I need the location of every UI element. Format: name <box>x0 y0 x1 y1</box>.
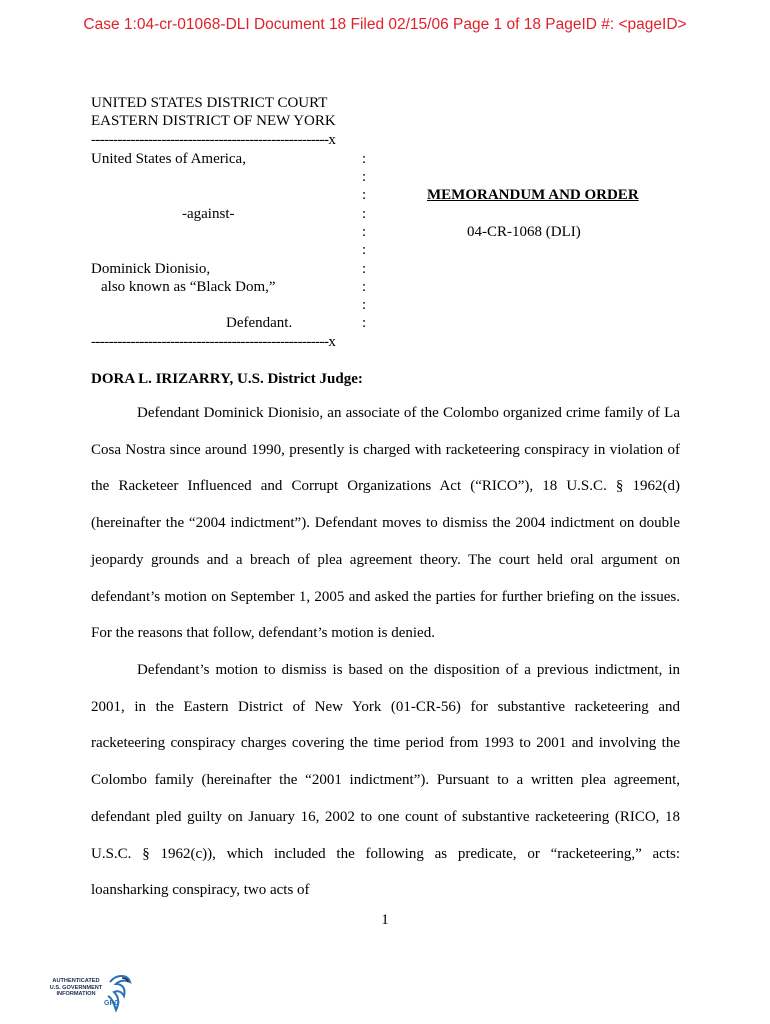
gpo-logo-text: AUTHENTICATED U.S. GOVERNMENT INFORMATION <box>49 978 103 997</box>
caption-colon: : <box>362 224 367 240</box>
case-number: 04-CR-1068 (DLI) <box>467 224 581 240</box>
caption-colon: : <box>362 279 367 295</box>
gpo-authentication-logo <box>44 972 134 1016</box>
defendant-name: Dominick Dionisio, <box>91 261 211 277</box>
document-title: MEMORANDUM AND ORDER <box>427 187 639 203</box>
page-number: 1 <box>381 912 389 928</box>
caption-divider-bottom: ------------------------------------------------------x <box>91 334 336 350</box>
body-paragraph-2: Defendant’s motion to dismiss is based on the disposition of a previous indictment, in 2001, in the Eastern District of New York (01-CR-56) for substantive racketeering and racketeering conspiracy charges covering the time period from 1993 to 2001 and involving the Colombo family (hereinafter the “2001 indictment”). Pursuant to a written plea agreement, defendant pled guilty on January 16, 2002 to one count of substantive racketeering (RICO, 18 U.S.C. § 1962(c)), which included the following as predicate, or “racketeering,” acts: loansharking conspiracy, two acts of <box>91 662 680 899</box>
judge-heading: DORA L. IRIZARRY, U.S. District Judge: <box>91 371 363 387</box>
defendant-aka: also known as “Black Dom,” <box>101 279 276 295</box>
gpo-mark: GPO <box>104 1000 120 1007</box>
court-name-line1: UNITED STATES DISTRICT COURT <box>91 95 328 111</box>
eagle-icon <box>102 972 134 1016</box>
caption-colon: : <box>362 151 367 167</box>
caption-colon: : <box>362 187 367 203</box>
case-header-stamp: Case 1:04-cr-01068-DLI Document 18 Filed 02/15/06 Page 1 of 18 PageID #: <pageID> <box>83 16 687 33</box>
against-label: -against- <box>182 206 235 222</box>
caption-colon: : <box>362 315 367 331</box>
defendant-role: Defendant. <box>226 315 293 331</box>
caption-colon: : <box>362 297 367 313</box>
plaintiff-name: United States of America, <box>91 151 246 167</box>
caption-colon: : <box>362 261 367 277</box>
caption-colon: : <box>362 206 367 222</box>
caption-colon: : <box>362 169 367 185</box>
body-paragraph-1: Defendant Dominick Dionisio, an associate of the Colombo organized crime family of La Cosa Nostra since around 1990, presently is charged with racketeering conspiracy in violation of the Racketeer Influenced and Corrupt Organizations Act (“RICO”), 18 U.S.C. § 1962(d) (hereinafter the “2004 indictment”). Defendant moves to dismiss the 2004 indictment on double jeopardy grounds and a breach of plea agreement theory. The court held oral argument on defendant’s motion on September 1, 2005 and asked the parties for further briefing on the issues. For the reasons that follow, defendant’s motion is denied. <box>91 405 680 642</box>
caption-colon: : <box>362 242 367 258</box>
court-name-line2: EASTERN DISTRICT OF NEW YORK <box>91 113 336 129</box>
caption-divider-top: ------------------------------------------------------x <box>91 132 336 148</box>
